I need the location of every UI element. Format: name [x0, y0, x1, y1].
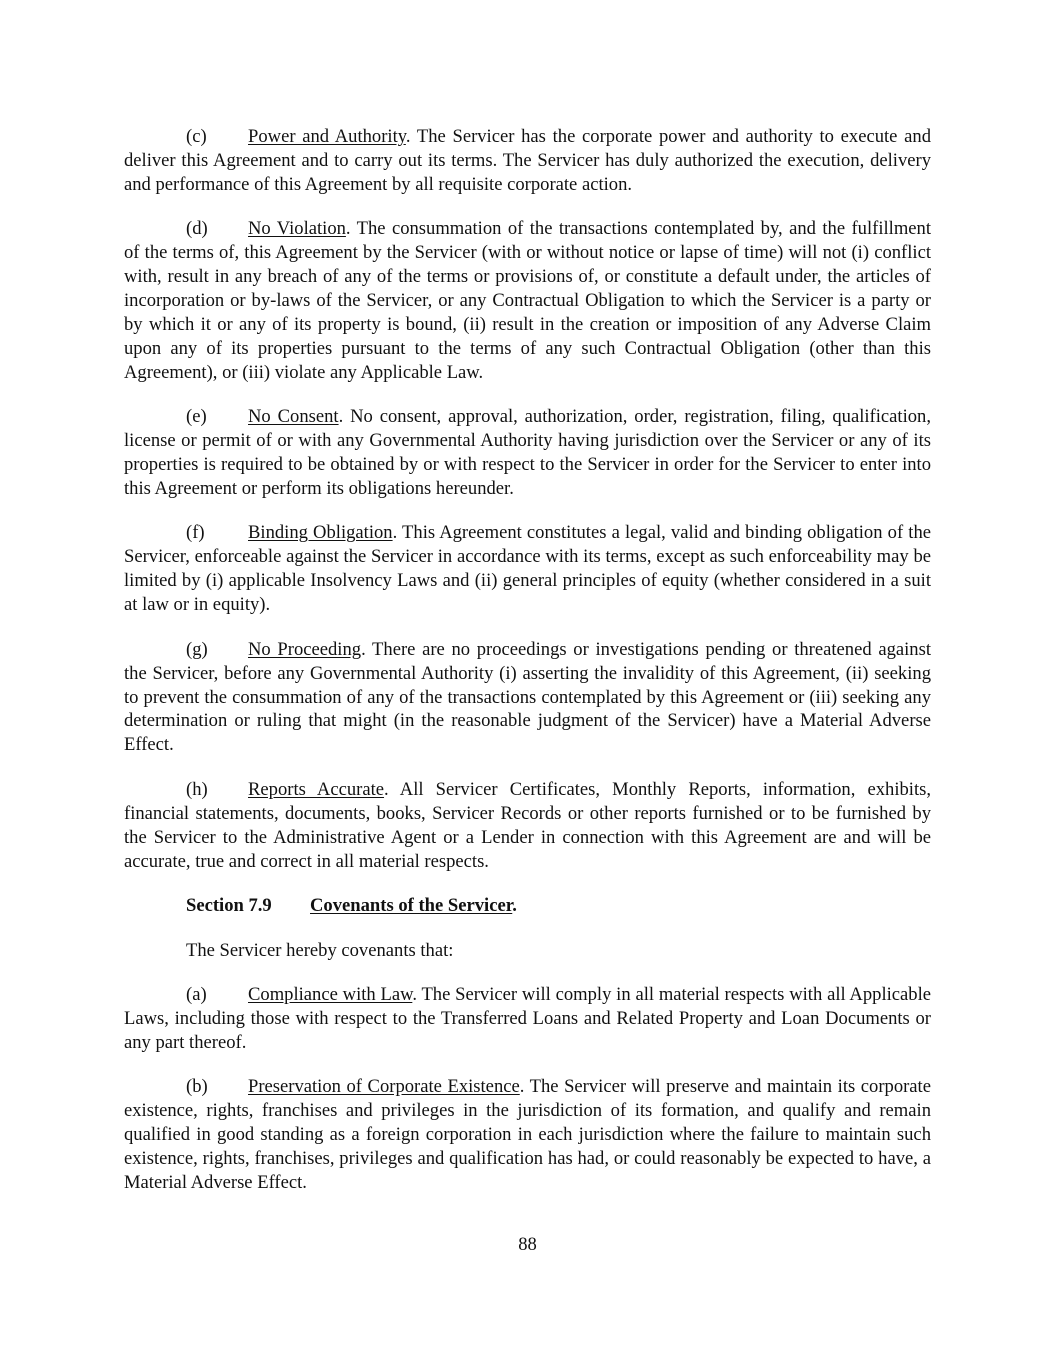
paragraph-body: . There are no proceedings or investigations pending or threatened against the Servicer, before any Governmental Authority (i) asserting the invalidity of this Agreement, (ii) seeking to prevent the consummation of any of the transactions contemplated by this Agreement or (iii) seeking any determination or ruling that might (in the reasonable judgment of the Servicer) have a Material Adverse Effect. — [124, 638, 931, 756]
paragraph-body: . All Servicer Certificates, Monthly Reports, information, exhibits, financial statements, documents, books, Servicer Records or other reports furnished or to be furnished by the Servicer to the Administrative Agent or a Lender in connection with this Agreement are and will be accurate, true and correct in all material respects. — [124, 778, 931, 872]
section-title: Covenants of the Servicer — [310, 895, 513, 917]
paragraph-number: (a) — [186, 984, 207, 1006]
paragraph-title: Reports Accurate — [248, 778, 385, 800]
paragraph-title: Binding Obligation — [248, 522, 393, 544]
page-number: 88 — [518, 1234, 537, 1255]
paragraph-title: No Violation — [248, 218, 346, 240]
paragraph-title: Preservation of Corporate Existence — [248, 1076, 520, 1098]
paragraph-title: No Proceeding — [248, 638, 362, 660]
paragraph-e — [124, 405, 931, 501]
document-page — [124, 125, 931, 1215]
paragraph-number: (e) — [186, 406, 207, 428]
paragraph-number: (c) — [186, 126, 207, 147]
section-number: Section 7.9 — [186, 895, 272, 917]
paragraph-number: (g) — [186, 638, 208, 660]
paragraph-number: (h) — [186, 778, 208, 800]
paragraph-c — [124, 125, 931, 197]
paragraph-body: . The Servicer will comply in all material respects with all Applicable Laws, including those with respect to the Transferred Loans and Related Property and Loan Documents or any part thereof. — [124, 984, 931, 1053]
paragraph-number: (f) — [186, 522, 205, 544]
paragraph-number: (b) — [186, 1076, 208, 1098]
paragraph-b — [124, 1075, 931, 1195]
paragraph-body: . The consummation of the transactions contemplated by, and the fulfillment of the terms of, this Agreement by the Servicer (with or without notice or lapse of time) will not (i) conflict with, result in any breach of any of the terms or provisions of, or constitute a default under, the articles of incorporation or by-laws of the Servicer, or any Contractual Obligation to which the Servicer is a party or by which it or any of its property is bound, (ii) result in the creation or imposition of any Adverse Claim upon any of its properties pursuant to the terms of any such Contractual Obligation (other than this Agreement), or (iii) violate any Applicable Law. — [124, 218, 932, 383]
section-title-suffix: . — [512, 895, 517, 917]
paragraph-d — [124, 217, 931, 384]
paragraph-h — [124, 778, 931, 874]
paragraph-number: (d) — [186, 218, 208, 240]
paragraph-title: No Consent — [248, 406, 339, 428]
paragraph-body: . The Servicer will preserve and maintain its corporate existence, rights, franchises and privileges in the jurisdiction of its formation, and qualify and remain qualified in good standing as a foreign corporation in each jurisdiction where the failure to maintain such existence, rights, franchises, privileges and qualification has had, or could reasonably be expected to have, a Material Adverse Effect. — [124, 1076, 931, 1193]
paragraph-title: Compliance with Law — [248, 984, 413, 1006]
paragraph-body: . No consent, approval, authorization, order, registration, filing, qualification, license or permit of or with any Governmental Authority having jurisdiction over the Servicer or any of its properties is required to be obtained by or with respect to the Servicer in order for the Servicer to enter into this Agreement or perform its obligations hereunder. — [124, 406, 931, 499]
paragraph-body: . This Agreement constitutes a legal, valid and binding obligation of the Servicer, enforceable against the Servicer in accordance with its terms, except as such enforceability may be limited by (i) applicable Insolvency Laws and (ii) general principles of equity (whether considered in a suit at law or in equity). — [124, 522, 931, 616]
paragraph-body: . The Servicer has the corporate power and authority to execute and deliver this Agreement and to carry out its terms. The Servicer has duly authorized the execution, delivery and performance of this Agreement by all requisite corporate action. — [124, 126, 931, 195]
section-intro: The Servicer hereby covenants that: — [186, 939, 454, 961]
paragraph-f — [124, 521, 931, 617]
section-heading — [124, 894, 931, 918]
paragraph-g — [124, 638, 931, 758]
paragraph-a — [124, 983, 931, 1055]
paragraph-title: Power and Authority — [248, 126, 406, 147]
